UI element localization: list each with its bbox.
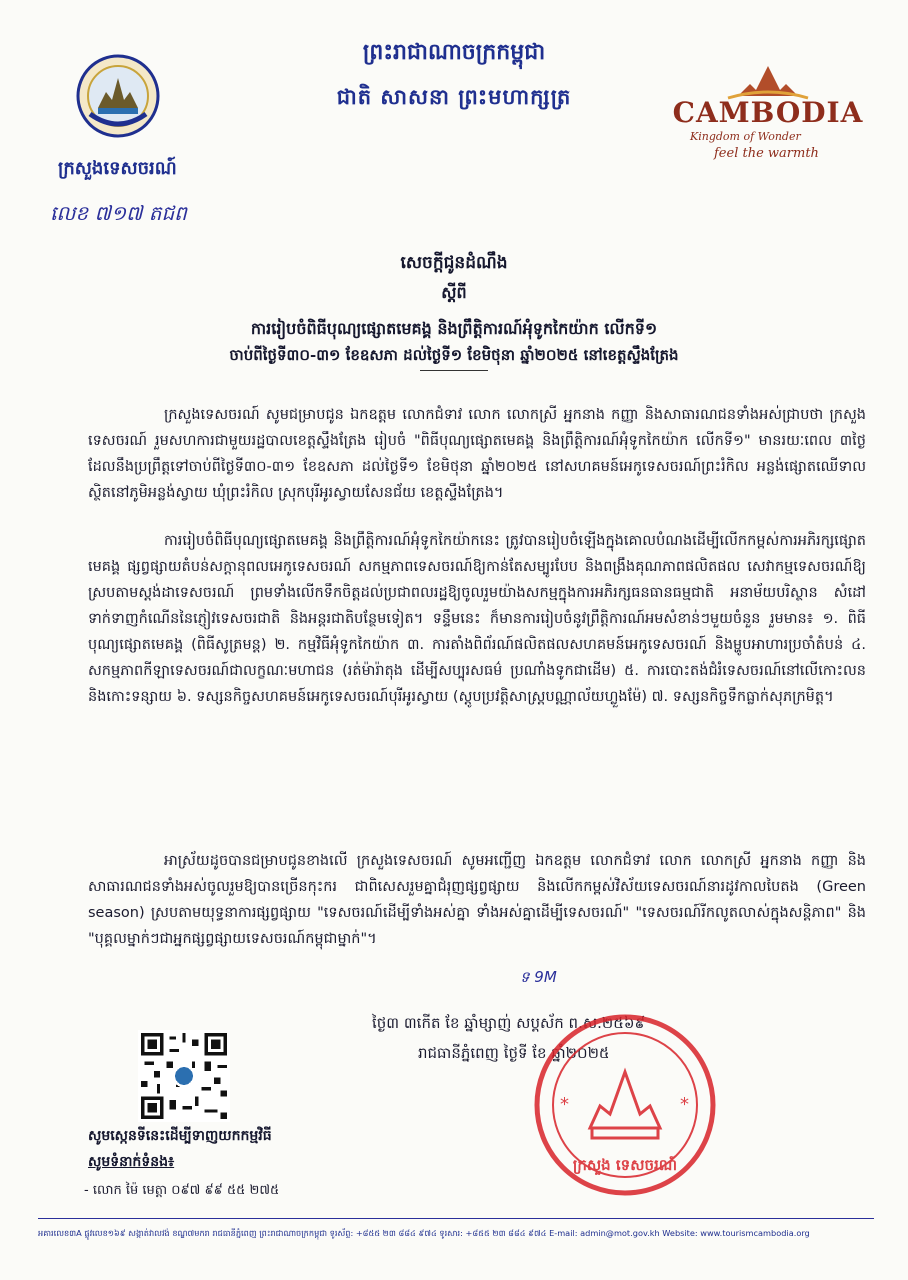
document-number: លេខ ៧១៧ តជព [50,201,187,225]
svg-text:*: * [680,1094,689,1115]
qr-code[interactable] [138,1030,230,1122]
contact-person: - លោក ម៉ៃ មេត្តា ០៩៧ ៩៩ ៥៥ ២៧៥ [84,1183,280,1198]
brand-tagline: Kingdom of Wonder [690,130,801,143]
footer-divider [38,1218,874,1219]
brand-slogan: feel the warmth [714,146,819,161]
footer-address: អគារលេខ៣A ផ្លូវលេខ១៦៩ សង្កាត់វាលវង់ ខណ្ឌ៧មករា រាជធានីភ្នំពេញ ព្រះរាជាណាចក្រកម្ពុជា ទូរស័ព្ទ: +៨៥៥ ២៣ ៨៨៤ ៩៧៤ ទូរសារ: +៨៥៥ ២៣ ៨៨៤ ៩៧៤ E-mail: admin@mot.gov.kh Website: www.tourismcambodia.org [38,1228,810,1238]
body-paragraph-3: អាស្រ័យដូចបានជម្រាបជូនខាងលើ ក្រសួងទេសចរណ៍ សូមអញ្ជើញ ឯកឧត្តម លោកជំទាវ លោក លោកស្រី អ្នកនាង កញ្ញា និងសាធារណជនទាំងអស់ចូលរួមឱ្យបានច្រើនកុះករ ជាពិសេសរួមគ្នាជំរុញផ្សព្វផ្សាយ និងលើកកម្ពស់វិស័យទេសចរណ៍នារដូវកាលបៃតង (Green season) ស្របតាមយុទ្ធនាការផ្សព្វផ្សាយ "ទេសចរណ៍ដើម្បីទាំងអស់គ្នា ទាំងអស់គ្នាដើម្បីទេសចរណ៍" "ទេសចរណ៍រីកលូតលាស់ក្នុងសន្តិភាព" និង "បុគ្គលម្នាក់ៗជាអ្នកផ្សព្វផ្សាយទេសចរណ៍កម្ពុជាម្នាក់"។ [88,853,866,947]
brand-wordmark: CAMBODIA [672,96,864,129]
notice-title: សេចក្តីជូនដំណឹង [400,253,508,273]
national-motto: ជាតិ សាសនា ព្រះមហាក្សត្រ [336,84,572,109]
kingdom-heading: ព្រះរាជាណាចក្រកម្ពុជា [362,39,546,65]
official-stamp [530,1010,720,1200]
title-divider [420,370,488,371]
body-paragraph-2: ការរៀបចំពិធីបុណ្យផ្សោតមេគង្គ និងព្រឹត្តិការណ៍អុំទូកកៃយ៉ាកនេះ ត្រូវបានរៀបចំឡើងក្នុងគោលបំណងដើម្បីលើកកម្ពស់ការអភិរក្សផ្សោតមេគង្គ ផ្សព្វផ្សាយតំបន់សក្តានុពលអេកូទេសចរណ៍ សកម្មភាពទេសចរណ៍ឱ្យកាន់តែសម្បូរបែប និងពង្រឹងគុណភាពផលិតផល សេវាកម្មទេសចរណ៍ឱ្យស្របតាមស្តង់ដាទេសចរណ៍ ព្រមទាំងលើកទឹកចិត្តដល់ប្រជាពលរដ្ឋឱ្យចូលរួមយ៉ាងសកម្មក្នុងការអភិរក្សធនធានធម្មជាតិ អនាម័យបរិស្ថាន សំដៅទាក់ទាញកំណើននៃភ្ញៀវទេសចរជាតិ និងអន្តរជាតិបន្ថែមទៀត។ ទន្ទឹមនេះ ក៏មានការរៀបចំនូវព្រឹត្តិការណ៍អមសំខាន់ៗមួយចំនួន រួមមាន៖ ១. ពិធីបុណ្យផ្សោតមេគង្គ (ពិធីសូត្រមន្ត) ២. កម្មវិធីអុំទូកកៃយ៉ាក ៣. ការតាំងពិព័រណ៍ផលិតផលសហគមន៍អេកូទេសចរណ៍ និងម្ហូបអាហារប្រចាំតំបន់ ៤. សកម្មភាពកីឡាទេសចរណ៍ជាលក្ខណៈមហាជន (រត់ម៉ារ៉ាតុង ដើម្បីសប្បុរសធម៌ ប្រណាំងទូកជាដើម) ៥. ការបោះតង់ជំរំទេសចរណ៍នៅលើកោះលន និងកោះទន្សាយ ៦. ទស្សនកិច្ចសហគមន៍អេកូទេសចរណ៍បុរីអូរស្វាយ (ស្តូបប្រវត្តិសាស្ត្របណ្ណាល័យហ្លួងម៉ែ) ៧. ទស្សនកិច្ចទឹកធ្លាក់សុភក្រមិត្ត។ [88,533,866,705]
lunar-date: ថ្ងៃ៣ ៣កើត ខែ ឆ្នាំម្សាញ់ សប្តស័ក ព.ស.២៥៦៩ [372,1014,646,1032]
ministry-seal-logo [76,54,160,138]
notice-dates: ចាប់ពីថ្ងៃទី៣០-៣១ ខែឧសភា ដល់ថ្ងៃទី១ ខែមិថុនា ឆ្នាំ២០២៥ នៅខេត្តស្ទឹងត្រែង [229,346,679,364]
handwritten-initial: ទ 9M [520,968,557,986]
notice-subtitle: ស្តីពី [441,283,467,302]
notice-topic: ការរៀបចំពិធីបុណ្យផ្សោតមេគង្គ និងព្រឹត្តិការណ៍អុំទូកកៃយ៉ាក លើកទី១ [250,319,658,338]
body-paragraph-1: ក្រសួងទេសចរណ៍ សូមជម្រាបជូន ឯកឧត្តម លោកជំទាវ លោក លោកស្រី អ្នកនាង កញ្ញា និងសាធារណជនទាំងអស់ជ្រាបថា ក្រសួងទេសចរណ៍ រួមសហការជាមួយរដ្ឋបាលខេត្តស្ទឹងត្រែង រៀបចំ "ពិធីបុណ្យផ្សោតមេគង្គ និងព្រឹត្តិការណ៍អុំទូកកៃយ៉ាក លើកទី១" មានរយៈពេល ៣ថ្ងៃ ដែលនឹងប្រព្រឹត្តទៅចាប់ពីថ្ងៃទី៣០-៣១ ខែឧសភា ដល់ថ្ងៃទី១ ខែមិថុនា ឆ្នាំ២០២៥ នៅសហគមន៍អេកូទេសចរណ៍ព្រះរំកិល អន្លង់ផ្សោតឈើទាល ស្ថិតនៅភូមិអន្លង់ស្វាយ ឃុំព្រះរំកិល ស្រុកបុរីអូរស្វាយសែនជ័យ ខេត្តស្ទឹងត្រែង។ [88,407,866,501]
solar-date: រាជធានីភ្នំពេញ ថ្ងៃទី ខែ ឆ្នាំ២០២៥ [418,1044,610,1062]
stamp-text: ក្រសួង ទេសចរណ៍ [572,1156,678,1174]
svg-text:*: * [560,1094,569,1115]
contact-title: សូមទំនាក់ទំនង៖ [88,1154,175,1170]
qr-caption: សូមស្កេនទីនេះដើម្បីទាញយកកម្មវិធី [88,1128,272,1144]
ministry-name: ក្រសួងទេសចរណ៍ [58,158,177,179]
